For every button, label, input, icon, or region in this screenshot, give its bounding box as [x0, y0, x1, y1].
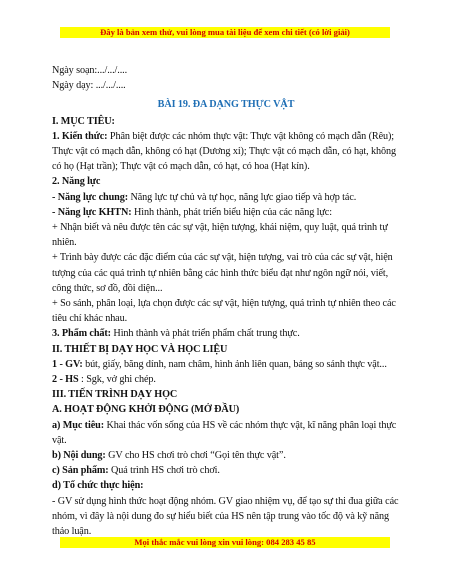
organization-label: d) Tổ chức thực hiện:	[52, 480, 144, 492]
activity-heading: A. HOẠT ĐỘNG KHỞI ĐỘNG (MỞ ĐẦU)	[52, 404, 240, 416]
teach-date: Ngày dạy: .../.../....	[52, 80, 126, 92]
section-process-heading: III. TIẾN TRÌNH DẠY HỌC	[52, 389, 178, 401]
knowledge-text: Phân biệt được các nhóm thực vật: Thực vật không có mạch dẫn (Rêu); Thực vật có mạch dẫn, không có hạt (Dương xỉ); Thực vật có mạch dẫn, có hạt, không có họ (Hạt trần); Thực vật có mạch dẫn, có hạt, có hoa (Hạt kín).	[52, 130, 396, 173]
khtn-item: + Trình bày được các đặc điểm của các sự vật, hiện tượng, vai trò của các sự vật, hiện tượng của các quá trình tự nhiên bằng các hình thức biểu đạt như ngôn ngữ nói, viết, công thức, sơ đồ, đồi diện...	[52, 252, 393, 294]
preview-notice-banner: Đây là bản xem thử, vui lòng mua tài liệu để xem chi tiết (có lời giải)	[60, 27, 390, 38]
khtn-competency-label: - Năng lực KHTN:	[52, 206, 132, 218]
objective-label: a) Mục tiêu:	[52, 419, 104, 431]
content-text: GV cho HS chơi trò chơi “Gọi tên thực vật”.	[105, 450, 286, 462]
contact-banner: Mọi thắc mắc vui lòng xin vui lòng: 084 283 45 85	[60, 537, 390, 548]
competency-heading: 2. Năng lực	[52, 176, 101, 188]
teacher-materials-text: bút, giấy, băng dính, nam châm, hình ảnh liên quan, bảng so sánh thực vật...	[82, 358, 387, 370]
product-label: c) Sản phẩm:	[52, 465, 109, 477]
general-competency	[52, 190, 400, 205]
lesson-title: BÀI 19. ĐA DẠNG THỰC VẬT	[157, 99, 295, 111]
teacher-materials	[52, 357, 400, 372]
content-paragraph	[52, 448, 400, 463]
khtn-competency	[52, 205, 400, 220]
khtn-competency-text: Hình thành, phát triển biểu hiện của các năng lực:	[131, 206, 332, 218]
quality-paragraph	[52, 326, 400, 341]
knowledge-label: 1. Kiến thức:	[52, 130, 108, 142]
product-paragraph	[52, 463, 400, 478]
general-competency-label: - Năng lực chung:	[52, 191, 129, 203]
prep-date: Ngày soạn:.../.../....	[52, 65, 128, 76]
quality-label: 3. Phẩm chất:	[52, 328, 111, 340]
student-materials-label: 2 - HS	[52, 374, 79, 386]
quality-text: Hình thành và phát triển phẩm chất trung thực.	[110, 328, 300, 340]
student-materials-text: : Sgk, vở ghi chép.	[78, 374, 156, 386]
content-label: b) Nội dung:	[52, 450, 106, 462]
knowledge-paragraph	[52, 129, 400, 175]
student-materials	[52, 372, 400, 387]
objective-text: Khai thác vốn sống của HS về các nhóm thực vật, kĩ năng phân loại thực vật.	[52, 419, 397, 446]
khtn-item: + So sánh, phân loại, lựa chọn được các sự vật, hiện tượng, quá trình tự nhiên theo các tiêu chí khác nhau.	[52, 298, 396, 325]
objective-paragraph	[52, 418, 400, 448]
organization-text: - GV sử dụng hình thức hoạt động nhóm. GV giao nhiệm vụ, để tạo sự thi đua giữa các nhóm, vì đây là nội dung đo sự hiểu biết của HS nên tập trung vào tốc độ và kỹ năng thảo luận.	[52, 495, 399, 538]
khtn-item: + Nhận biết và nêu được tên các sự vật, hiện tượng, khái niệm, quy luật, quá trình tự nhiên.	[52, 222, 388, 249]
section-objectives-heading: I. MỤC TIÊU:	[52, 115, 115, 127]
product-text: Quá trình HS chơi trò chơi.	[108, 465, 220, 477]
teacher-materials-label: 1 - GV:	[52, 358, 83, 370]
section-equipment-heading: II. THIẾT BỊ DẠY HỌC VÀ HỌC LIỆU	[52, 343, 228, 355]
general-competency-text: Năng lực tự chủ và tự học, năng lực giao tiếp và hợp tác.	[128, 191, 357, 203]
lesson-plan-body	[52, 63, 400, 539]
